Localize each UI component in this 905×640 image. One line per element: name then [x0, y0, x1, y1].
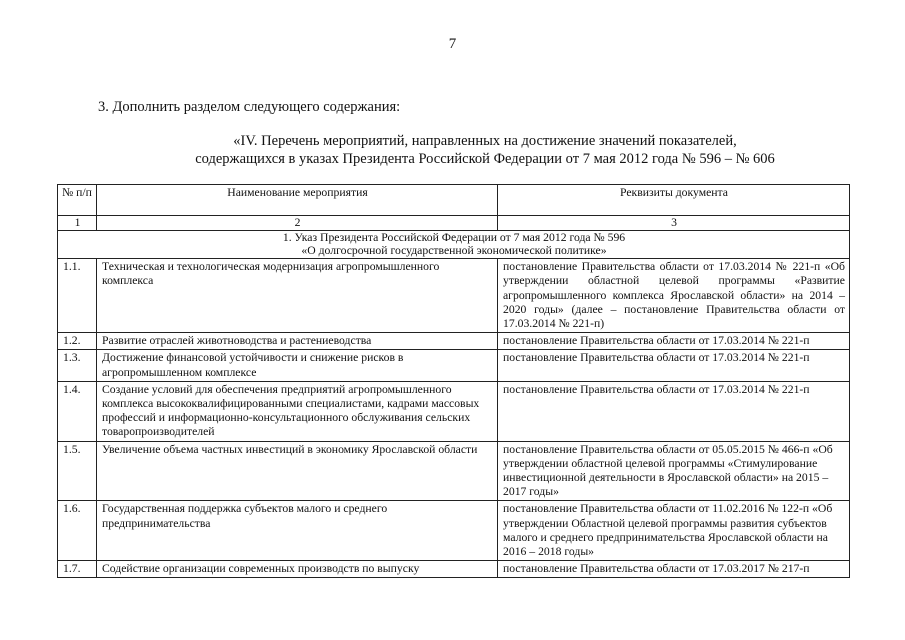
table-row	[58, 441, 850, 501]
section-heading	[60, 133, 905, 168]
row-number: 1.7.	[58, 561, 97, 578]
table-header-row	[58, 185, 850, 216]
table-row	[58, 259, 850, 333]
intro-paragraph: 3. Дополнить разделом следующего содержания:	[98, 99, 401, 115]
section-title	[58, 231, 850, 259]
section-heading-line-2: содержащихся в указах Президента Российской Федерации от 7 мая 2012 года № 596 – № 606	[195, 150, 775, 167]
header-requisites: Реквизиты документа	[498, 185, 850, 216]
table-row	[58, 333, 850, 350]
row-number: 1.6.	[58, 501, 97, 561]
row-requisites: постановление Правительства области от 17.03.2014 № 221-п	[498, 333, 850, 350]
row-number: 1.5.	[58, 441, 97, 501]
row-name: Увеличение объема частных инвестиций в экономику Ярославской области	[97, 441, 498, 501]
row-name: Достижение финансовой устойчивости и снижение рисков в агропромышленном комплексе	[97, 350, 498, 381]
table-row	[58, 381, 850, 441]
row-name: Государственная поддержка субъектов малого и среднего предпринимательства	[97, 501, 498, 561]
row-name: Создание условий для обеспечения предприятий агропромышленного комплекса высококвалифицированными специалистами, кадрами массовых профессий и информационно-консультационного обслуживания сельских товаропроизводителей	[97, 381, 498, 441]
section-title-line-1: 1. Указ Президента Российской Федерации от 7 мая 2012 года № 596	[282, 231, 626, 244]
row-name: Содействие организации современных производств по выпуску	[97, 561, 498, 578]
row-requisites: постановление Правительства области от 05.05.2015 № 466-п «Об утверждении областной целевой программы «Стимулирование инвестиционной деятельности в Ярославской области» на 2015 – 2017 годы»	[498, 441, 850, 501]
row-number: 1.2.	[58, 333, 97, 350]
index-cell-1: 1	[58, 216, 97, 231]
section-heading-line-1: «IV. Перечень мероприятий, направленных на достижение значений показателей,	[233, 133, 737, 149]
row-requisites: постановление Правительства области от 17.03.2014 № 221-п	[498, 350, 850, 381]
index-cell-3: 3	[498, 216, 850, 231]
row-requisites: постановление Правительства области от 17.03.2017 № 217-п	[498, 561, 850, 578]
section-title-line-2: «О долгосрочной государственной экономической политике»	[301, 243, 607, 257]
row-name: Развитие отраслей животноводства и растениеводства	[97, 333, 498, 350]
table-row	[58, 561, 850, 578]
measures-table	[57, 184, 850, 578]
page-number: 7	[448, 36, 457, 52]
row-requisites: постановление Правительства области от 17.03.2014 № 221-п	[498, 381, 850, 441]
section-row	[58, 231, 850, 259]
index-cell-2: 2	[97, 216, 498, 231]
row-number: 1.3.	[58, 350, 97, 381]
header-number: № п/п	[58, 185, 97, 216]
table-row	[58, 350, 850, 381]
row-name: Техническая и технологическая модернизация агропромышленного комплекса	[97, 259, 498, 333]
row-number: 1.1.	[58, 259, 97, 333]
table-row	[58, 501, 850, 561]
table-index-row	[58, 216, 850, 231]
row-number: 1.4.	[58, 381, 97, 441]
row-requisites: постановление Правительства области от 11.02.2016 № 122-п «Об утверждении Областной целевой программы развития субъектов малого и среднего предпринимательства Ярославской области на 2016 – 2018 годы»	[498, 501, 850, 561]
row-requisites: постановление Правительства области от 17.03.2014 № 221-п «Об утверждении областной целевой программы «Развитие агропромышленного комплекса Ярославской области» на 2014 – 2020 годы» (далее – постановление Правительства области от 17.03.2014 № 221-п)	[498, 259, 850, 333]
header-name: Наименование мероприятия	[97, 185, 498, 216]
